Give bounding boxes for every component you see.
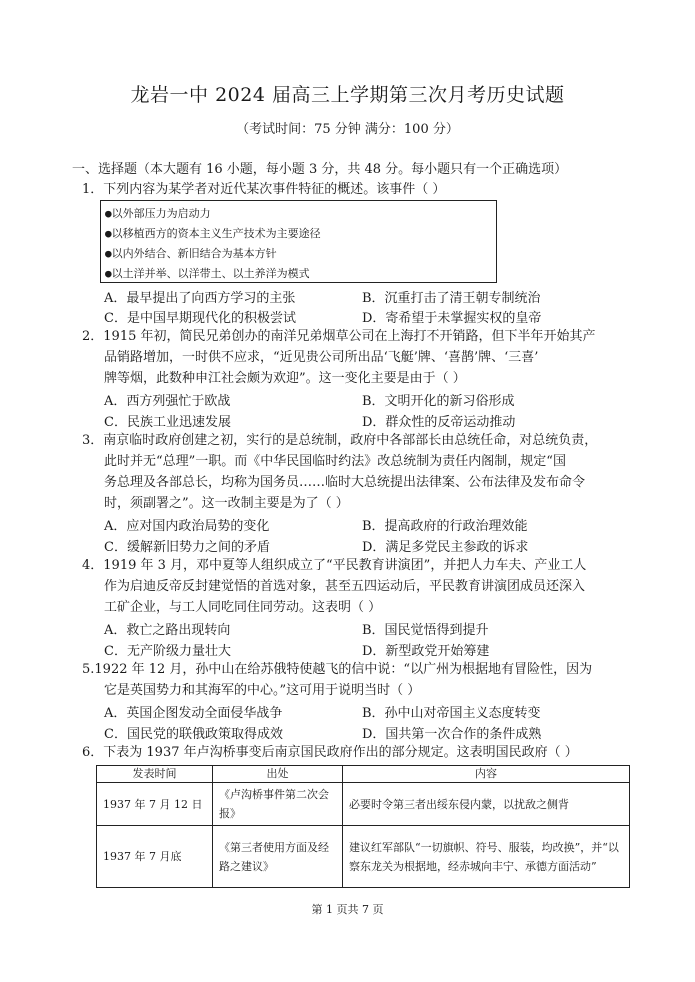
q1-feature-3: ●以内外结合、新旧结合为基本方针 — [105, 247, 277, 260]
q1-feature-4: ●以土洋并举、以洋带土、以土养洋为模式 — [105, 267, 310, 280]
q1-option-c[interactable]: C．是中国早期现代化的积极尝试 — [104, 311, 296, 326]
table-cell-content: 建议红军部队“一切旗帜、符号、服装，均改换”，并“以察东龙关为根据地，经赤城向丰宁、承德方面活动” — [343, 826, 630, 888]
table-row — [97, 826, 630, 888]
q1-option-a[interactable]: A．最早提出了向西方学习的主张 — [104, 291, 296, 306]
section-heading: 一、选择题（本大题有 16 小题，每小题 3 分，共 48 分。每小题只有一个正确选项） — [72, 162, 568, 177]
q4-line-1: 4．1919 年 3 月，邓中夏等人组织成立了“平民教育讲演团”，并把人力车夫、产业工人 — [82, 558, 587, 573]
q2-option-a[interactable]: A．西方列强忙于欧战 — [104, 394, 231, 409]
q3-line-1: 3．南京临时政府创建之初，实行的是总统制，政府中各部部长由总统任命，对总统负责， — [82, 433, 598, 448]
q1-feature-2: ●以移植西方的资本主义生产技术为主要途径 — [105, 227, 321, 240]
table-cell-source: 《卢沟桥事件第二次会报》 — [213, 783, 343, 826]
table-cell-source: 《第三者使用方面及经路之建议》 — [213, 826, 343, 888]
q1-option-b[interactable]: B．沉重打击了清王朝专制统治 — [362, 291, 541, 306]
q2-option-d[interactable]: D．群众性的反帝运动推动 — [362, 415, 516, 430]
q5-line-2: 它是英国势力和其海军的中心。”这可用于说明当时（ ） — [104, 683, 421, 698]
q2-line-3: 牌等烟，此数种申江社会颇为欢迎”。这一变化主要是由于（ ） — [104, 371, 466, 386]
table-cell-content: 必要时令第三者出绥东侵内蒙，以扰敌之侧背 — [343, 783, 630, 826]
table-header-time: 发表时间 — [97, 766, 213, 783]
table-cell-time: 1937 年 7 月 12 日 — [97, 783, 213, 826]
q2-option-c[interactable]: C．民族工业迅速发展 — [104, 415, 231, 430]
exam-title: 龙岩一中 2024 届高三上学期第三次月考历史试题 — [130, 84, 565, 106]
page-footer: 第 1 页共 7 页 — [311, 903, 384, 916]
q2-line-2: 品销路增加，一时供不应求，“近见贵公司所出品‘飞艇’牌、‘喜鹊’牌、‘三喜’ — [104, 350, 539, 365]
exam-subtitle: （考试时间：75 分钟 满分：100 分） — [236, 122, 459, 137]
q5-line-1: 5.1922 年 12 月，孙中山在给苏俄特使越飞的信中说：“以广州为根据地有冒险性，因为 — [82, 662, 593, 677]
q3-line-2: 此时并无“总理”一职。而《中华民国临时约法》改总统制为责任内阁制，规定“国 — [104, 454, 566, 469]
q4-option-d[interactable]: D．新型政党开始筹建 — [362, 644, 490, 659]
q3-option-d[interactable]: D．满足多党民主参政的诉求 — [362, 540, 529, 555]
q2-option-b[interactable]: B．文明开化的新习俗形成 — [362, 394, 515, 409]
q1-feature-1: ●以外部压力为启动力 — [105, 207, 211, 220]
q4-line-2: 作为启迪反帝反封建觉悟的首选对象，甚至五四运动后，平民教育讲演团成员还深入 — [104, 579, 586, 594]
q6-stem: 6．下表为 1937 年卢沟桥事变后南京国民政府作出的部分规定。这表明国民政府（ ） — [82, 745, 578, 760]
table-header-row — [97, 766, 630, 783]
q3-line-3: 务总理及各部总长，均称为国务员……临时大总统提出法律案、公布法律及发布命令 — [104, 475, 586, 490]
q1-stem: 1．下列内容为某学者对近代某次事件特征的概述。该事件（ ） — [82, 182, 446, 197]
q5-option-b[interactable]: B．孙中山对帝国主义态度转变 — [362, 706, 541, 721]
q3-option-c[interactable]: C．缓解新旧势力之间的矛盾 — [104, 540, 270, 555]
q4-option-c[interactable]: C．无产阶级力量壮大 — [104, 644, 231, 659]
q4-option-a[interactable]: A．救亡之路出现转向 — [104, 623, 231, 638]
q5-option-a[interactable]: A．英国企图发动全面侵华战争 — [104, 706, 283, 721]
q5-option-c[interactable]: C．国民党的联俄政策取得成效 — [104, 727, 283, 742]
q4-option-b[interactable]: B．国民觉悟得到提升 — [362, 623, 489, 638]
q3-option-a[interactable]: A．应对国内政治局势的变化 — [104, 519, 270, 534]
q4-line-3: 工矿企业，与工人同吃同住同劳动。这表明（ ） — [104, 600, 382, 615]
q3-option-b[interactable]: B．提高政府的行政治理效能 — [362, 519, 528, 534]
table-header-content: 内容 — [343, 766, 630, 783]
table-row — [97, 783, 630, 826]
q1-option-d[interactable]: D．寄希望于未掌握实权的皇帝 — [362, 311, 542, 326]
q3-line-4: 时，须副署之”。这一改制主要是为了（ ） — [104, 496, 349, 511]
table-cell-time: 1937 年 7 月底 — [97, 826, 213, 888]
q5-option-d[interactable]: D．国共第一次合作的条件成熟 — [362, 727, 542, 742]
q1-feature-box — [100, 200, 497, 283]
table-header-source: 出处 — [213, 766, 343, 783]
q6-table — [96, 765, 630, 888]
q2-line-1: 2．1915 年初，简民兄弟创办的南洋兄弟烟草公司在上海打不开销路，但下半年开始其产 — [82, 329, 596, 344]
